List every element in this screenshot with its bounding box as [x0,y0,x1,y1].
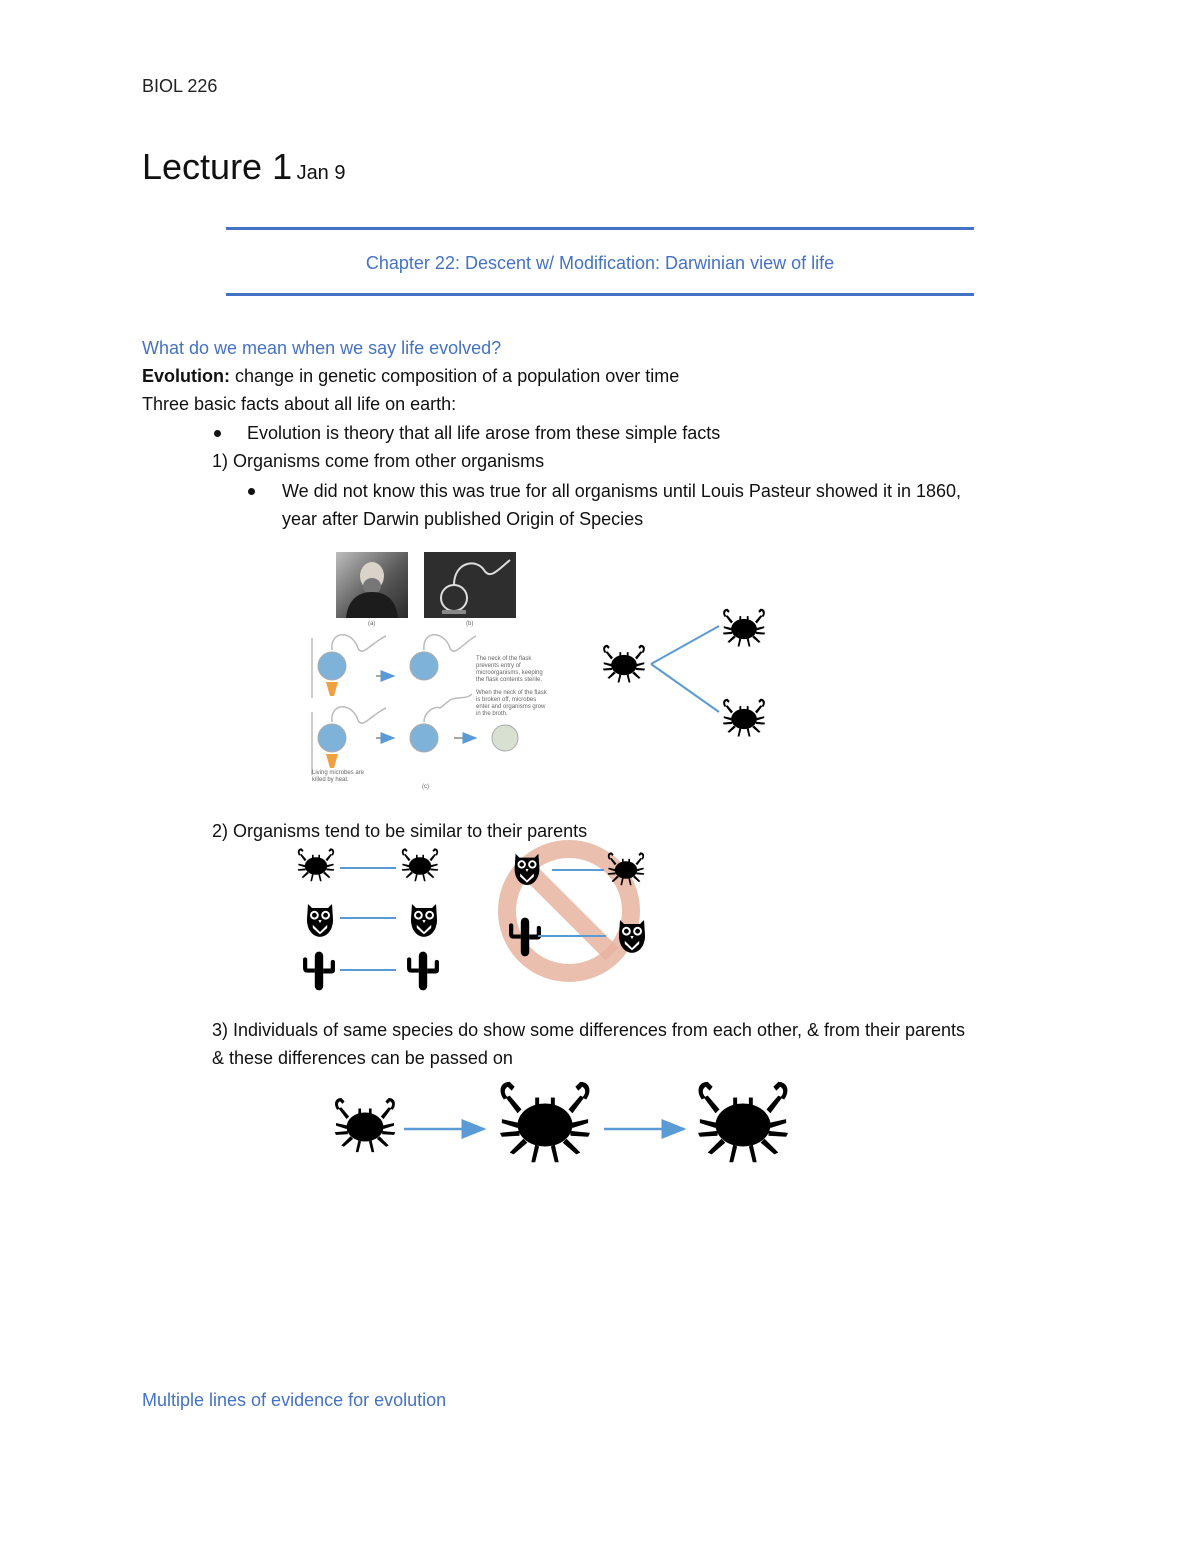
bullet-dot [214,430,221,437]
page-title [142,146,346,188]
fact-3-line1: 3) Individuals of same species do show some differences from each other, & from their parents [212,1020,966,1040]
similar-to-parents-diagram [290,838,660,998]
lecture-date: Jan 9 [296,162,346,184]
offspring-crab-icon [723,609,765,647]
figure-note-1: The neck of the flask prevents entry of microorganisms, keeping the flask contents sterile. [476,656,543,683]
parent-crab-icon [603,645,645,683]
owl-icon [619,920,645,953]
flask-photo-icon [424,552,516,618]
fact-2: 2) Organisms tend to be similar to their parents [212,821,588,841]
evolution-term: Evolution: [142,366,230,386]
chapter-heading: Chapter 22: Descent w/ Modification: Darwinian view of life [365,253,835,273]
figure-note-2: When the neck of the flask is broken off, microbes enter and organisms grow in the broth. [476,690,547,717]
swan-neck-flask-photo [424,552,516,618]
figure-label-b: (b) [466,621,474,627]
owl-icon [515,854,540,885]
large-crab-icon [698,1082,788,1162]
crab-icon [298,848,335,881]
facts-intro: Three basic facts about all life on earth: [142,394,457,414]
offspring-crab-icon [723,699,765,737]
bullet-dot [248,488,255,495]
section-2-heading: Multiple lines of evidence for evolution [142,1390,447,1410]
portrait-icon [336,552,408,618]
evolution-definition [142,366,679,387]
pasteur-portrait [336,552,408,618]
figure-label-c: (c) [422,784,429,790]
crab-variation-diagram [330,1074,800,1184]
bullet-1: Evolution is theory that all life arose from these simple facts [247,423,721,443]
owl-icon [411,904,437,937]
evolution-def: change in genetic composition of a population over time [235,366,680,386]
cactus-icon [303,952,335,991]
course-header: BIOL 226 [142,76,218,96]
figure-bottom-note: Living microbes are killed by heat. [312,770,365,783]
fact-1-bullet-line1: We did not know this was true for all organisms until Louis Pasteur showed it in 1860, [282,481,962,501]
figure-label-a: (a) [368,621,376,627]
small-crab-icon [335,1098,396,1152]
large-crab-icon [500,1082,590,1162]
fact-1-bullet-line2: year after Darwin published Origin of Species [282,509,644,529]
bottom-rule [226,293,974,296]
lecture-title: Lecture 1 [142,146,293,187]
crab-icon [402,848,439,881]
fact-1: 1) Organisms come from other organisms [212,451,545,471]
top-rule [226,227,974,230]
cactus-icon [407,952,439,991]
owl-icon [307,904,333,937]
section-question: What do we mean when we say life evolved? [142,338,502,358]
fact-3-line2: & these differences can be passed on [212,1048,513,1068]
crab-branching-diagram [595,600,775,750]
